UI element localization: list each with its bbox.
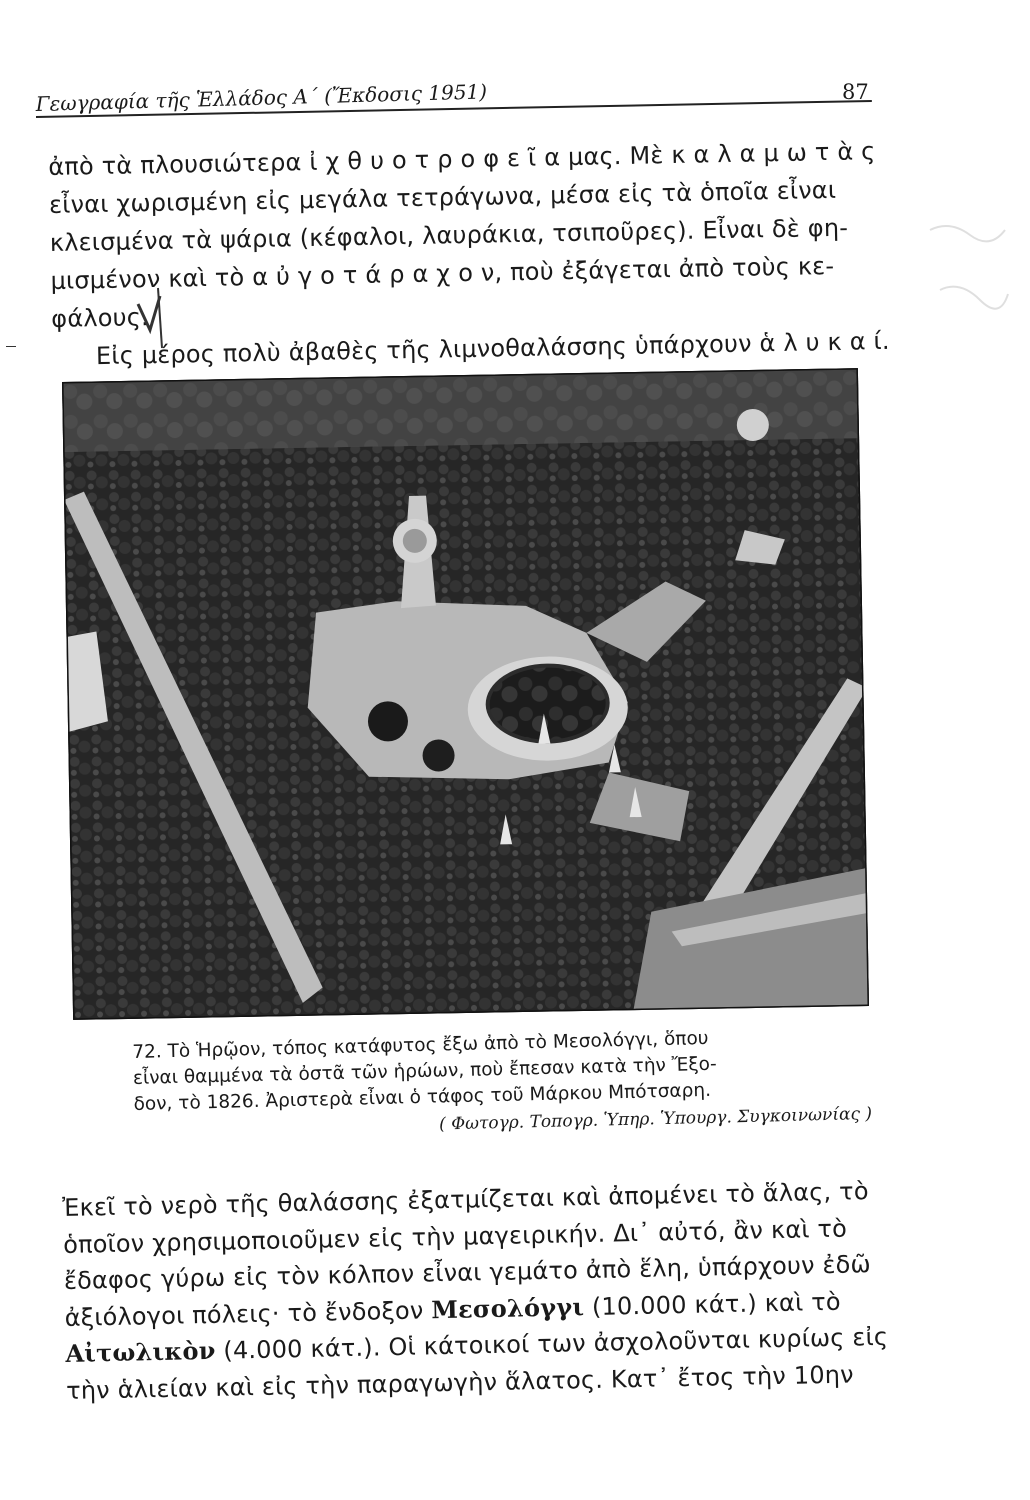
line-text: (10.000 κάτ.) καὶ τὸ bbox=[583, 1287, 841, 1321]
photo-caption bbox=[132, 1021, 894, 1146]
aerial-photograph bbox=[62, 368, 869, 1020]
margin-dash bbox=[6, 346, 16, 347]
pen-check-mark bbox=[120, 282, 180, 352]
caption-line: 72. Τὸ Ἡρῷον, τόπος κατάφυτος ἔξω ἀπὸ τὸ Μεσολόγγι, ὅπου bbox=[132, 1027, 709, 1063]
line-text: (4.000 κάτ.). Οἱ κάτοικοί των ἀσχολοῦνται κυρίως εἰς bbox=[215, 1322, 889, 1365]
text-line: φάλους. bbox=[51, 303, 150, 333]
text-line: ὁποῖον χρησιμοποιοῦμεν εἰς τὴν μαγειρικήν. Δι᾿ αὐτό, ἂν καὶ τὸ bbox=[62, 1214, 848, 1259]
caption-line: εἶναι θαμμένα τὰ ὀστᾶ τῶν ἡρώων, ποὺ ἔπεσαν κατὰ τὴν Ἔξο- bbox=[132, 1053, 717, 1089]
text-line: εἶναι χωρισμένη εἰς μεγάλα τετράγωνα, μέσα εἰς τὰ ὁποῖα εἶναι bbox=[48, 175, 837, 219]
page-number: 87 bbox=[842, 80, 869, 104]
bleed-through-marks bbox=[920, 210, 1010, 330]
text-line-indented: Εἰς μέρος πολὺ ἀβαθὲς τῆς λιμνοθαλάσσης ὑπάρχουν ἁ λ υ κ α ί. bbox=[95, 326, 890, 371]
text-line: ἔδαφος γύρω εἰς τὸν κόλπον εἶναι γεμάτο ἀπὸ ἕλη, ὑπάρχουν ἐδῶ bbox=[63, 1250, 872, 1295]
text-line: κλεισμένα τὰ ψάρια (κέφαλοι, λαυράκια, τσιποῦρες). Εἶναι δὲ φη- bbox=[49, 213, 849, 257]
caption-line: δον, τὸ 1826. Ἀριστερὰ εἶναι ὁ τάφος τοῦ Μάρκου Μπότσαρη. bbox=[133, 1079, 712, 1115]
place-name-aitoliko: Αἰτωλικὸν bbox=[65, 1335, 216, 1368]
text-line: ἀπὸ τὰ πλουσιώτερα ἰ χ θ υ ο τ ρ ο φ ε ῖ α μας. Μὲ κ α λ α μ ω τ ὰ ς bbox=[48, 137, 876, 181]
text-line: τὴν ἁλιείαν καὶ εἰς τὴν παραγωγὴν ἅλατος. Κατ᾿ ἔτος τὴν 10ην bbox=[65, 1359, 855, 1405]
paragraph-bottom bbox=[62, 1172, 906, 1409]
text-line: μισμένον καὶ τὸ α ὐ γ ο τ ά ρ α χ ο ν, ποὺ ἐξάγεται ἀπὸ τοὺς κε- bbox=[50, 251, 835, 295]
place-name-mesolongi: Μεσολόγγι bbox=[430, 1291, 585, 1324]
photo-rendering bbox=[62, 368, 869, 1020]
running-header: Γεωγραφία τῆς Ἑλλάδος Α΄ (Ἔκδοσις 1951) bbox=[35, 79, 488, 116]
photo-credit: ( Φωτογρ. Τοπογρ. Ὑπηρ. Ὑπουργ. Συγκοινωνίας ) bbox=[438, 1103, 873, 1135]
line-text: ἀξιόλογοι πόλεις· τὸ ἔνδοξον bbox=[64, 1295, 432, 1332]
text-line: Ἐκεῖ τὸ νερὸ τῆς θαλάσσης ἐξατμίζεται καὶ ἀπομένει τὸ ἅλας, τὸ bbox=[62, 1177, 869, 1222]
